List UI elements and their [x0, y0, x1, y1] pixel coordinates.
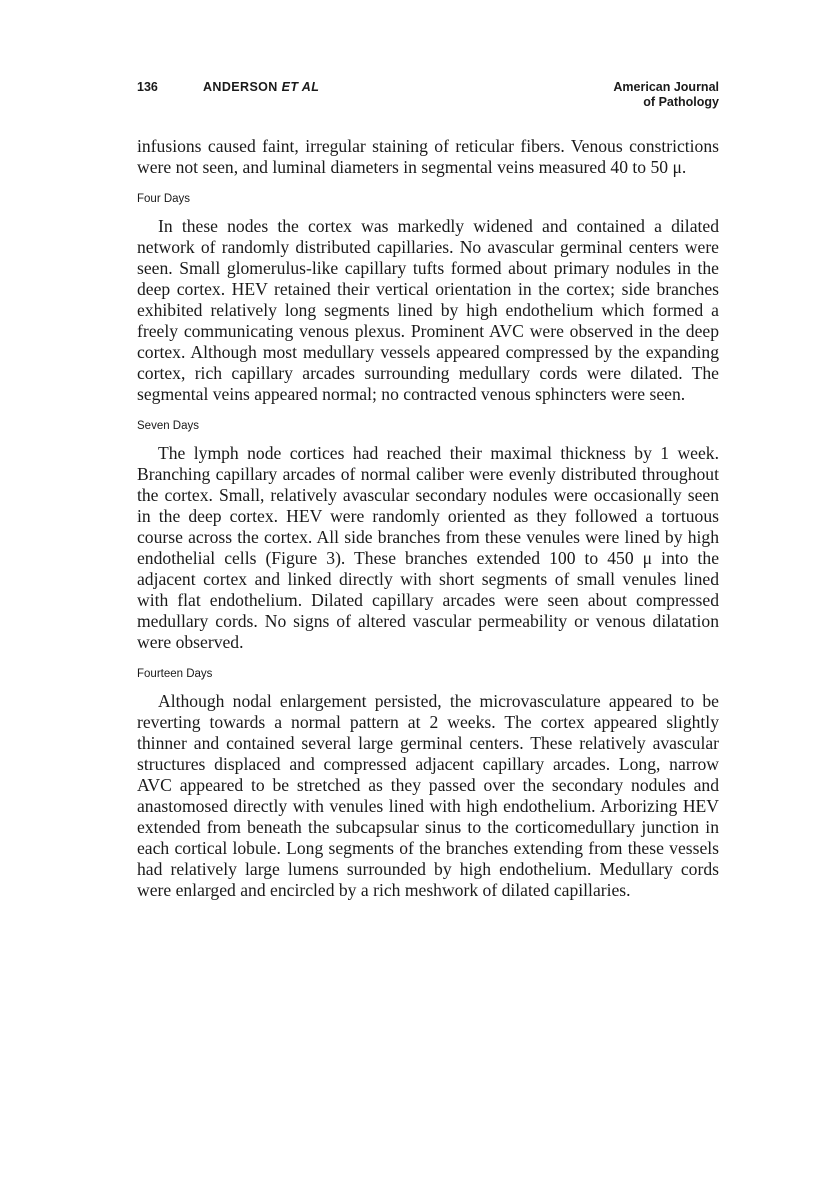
- intro-paragraph: infusions caused faint, irregular staining of reticular fibers. Venous constrictions were not seen, and luminal diameters in segmental veins measured 40 to 50 μ.: [137, 136, 719, 177]
- running-head-authors: ANDERSON: [203, 80, 278, 94]
- section-paragraph-fourteen-days: Although nodal enlargement persisted, the microvasculature appeared to be reverting towards a normal pattern at 2 weeks. The cortex appeared slightly thinner and contained several large germinal centers. These relatively avascular structures displaced and compressed adjacent capillary arcades. Long, narrow AVC appeared to be stretched as they passed over the secondary nodules and anastomosed directly with venules lined with high endothelium. Arborizing HEV extended from beneath the subcapsular sinus to the corticomedullary junction in each cortical lobule. Long segments of the branches extending from these vessels had relatively large lumens surrounded by high endothelium. Medullary cords were enlarged and encircled by a rich meshwork of dilated capillaries.: [137, 691, 719, 900]
- section-heading-four-days: Four Days: [137, 193, 191, 205]
- page-header: [137, 80, 719, 120]
- section-paragraph-seven-days: The lymph node cortices had reached their maximal thickness by 1 week. Branching capillary arcades of normal caliber were evenly distributed throughout the cortex. Small, relatively avascular secondary nodules were occasionally seen in the deep cortex. HEV were randomly oriented as they followed a tortuous course across the cortex. All side branches from these venules were lined by high endothelial cells (Figure 3). These branches extended 100 to 450 μ into the adjacent cortex and linked directly with short segments of small venules lined with flat endothelium. Dilated capillary arcades were seen about compressed medullary cords. No signs of altered vascular permeability or venous dilatation were observed.: [137, 443, 719, 652]
- section-heading-seven-days: Seven Days: [137, 420, 200, 432]
- article-body: [137, 136, 719, 901]
- journal-title-line2: of Pathology: [643, 95, 719, 109]
- journal-title: [613, 80, 719, 110]
- running-head: [203, 80, 319, 95]
- running-head-etal: ET AL: [281, 80, 320, 94]
- journal-title-line1: American Journal: [613, 80, 719, 94]
- section-paragraph-four-days: In these nodes the cortex was markedly widened and contained a dilated network of randomly distributed capillaries. No avascular germinal centers were seen. Small glomerulus-like capillary tufts formed about primary nodules in the deep cortex. HEV retained their vertical orientation in the cortex; side branches exhibited relatively long segments lined by high endothelium which formed a freely communicating venous plexus. Prominent AVC were observed in the deep cortex. Although most medullary vessels appeared compressed by the expanding cortex, rich capillary arcades surrounding medullary cords were dilated. The segmental veins appeared normal; no contracted venous sphincters were seen.: [137, 216, 719, 404]
- page-number: 136: [137, 80, 158, 94]
- journal-page: [137, 80, 719, 120]
- section-heading-fourteen-days: Fourteen Days: [137, 668, 213, 680]
